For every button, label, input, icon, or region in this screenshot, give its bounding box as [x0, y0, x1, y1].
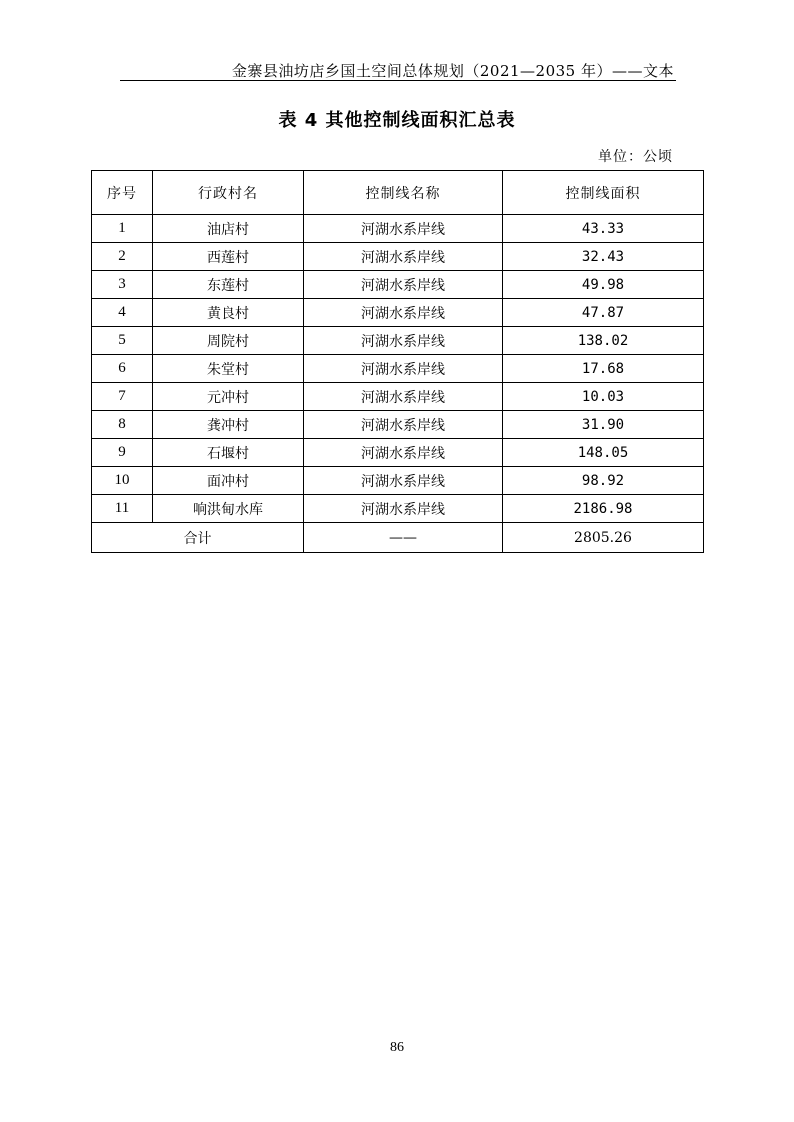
row-no: 1 — [92, 215, 153, 243]
table-row — [92, 411, 704, 439]
row-area: 138.02 — [503, 327, 704, 355]
control-line-area-table — [91, 170, 704, 553]
row-area: 2186.98 — [503, 495, 704, 523]
row-village: 西莲村 — [153, 243, 304, 271]
row-line-name: 河湖水系岸线 — [304, 495, 503, 523]
row-area: 98.92 — [503, 467, 704, 495]
column-header-area: 控制线面积 — [503, 171, 704, 215]
total-line-name: —— — [304, 523, 503, 553]
row-line-name: 河湖水系岸线 — [304, 299, 503, 327]
row-area: 17.68 — [503, 355, 704, 383]
total-area: 2805.26 — [503, 523, 704, 553]
row-village: 黄良村 — [153, 299, 304, 327]
row-line-name: 河湖水系岸线 — [304, 327, 503, 355]
row-no: 7 — [92, 383, 153, 411]
row-area: 10.03 — [503, 383, 704, 411]
row-no: 11 — [92, 495, 153, 523]
row-village: 龚冲村 — [153, 411, 304, 439]
row-no: 8 — [92, 411, 153, 439]
table-row — [92, 467, 704, 495]
row-area: 148.05 — [503, 439, 704, 467]
row-no: 5 — [92, 327, 153, 355]
table-row — [92, 355, 704, 383]
total-label: 合计 — [92, 523, 304, 553]
row-village: 元冲村 — [153, 383, 304, 411]
table-title: 表 4 其他控制线面积汇总表 — [278, 110, 516, 131]
row-no: 3 — [92, 271, 153, 299]
row-line-name: 河湖水系岸线 — [304, 215, 503, 243]
row-village: 石堰村 — [153, 439, 304, 467]
column-header-village: 行政村名 — [153, 171, 304, 215]
row-village: 响洪甸水库 — [153, 495, 304, 523]
row-no: 6 — [92, 355, 153, 383]
row-no: 10 — [92, 467, 153, 495]
row-village: 东莲村 — [153, 271, 304, 299]
table-row — [92, 383, 704, 411]
row-village: 朱堂村 — [153, 355, 304, 383]
row-line-name: 河湖水系岸线 — [304, 439, 503, 467]
table-row — [92, 327, 704, 355]
column-header-line-name: 控制线名称 — [304, 171, 503, 215]
table-row — [92, 495, 704, 523]
row-village: 面冲村 — [153, 467, 304, 495]
page-number: 86 — [390, 1040, 404, 1055]
row-area: 47.87 — [503, 299, 704, 327]
header-divider — [120, 80, 676, 81]
row-line-name: 河湖水系岸线 — [304, 271, 503, 299]
column-header-no: 序号 — [92, 171, 153, 215]
row-no: 2 — [92, 243, 153, 271]
table-header-row — [92, 171, 704, 215]
row-area: 32.43 — [503, 243, 704, 271]
row-line-name: 河湖水系岸线 — [304, 243, 503, 271]
row-area: 49.98 — [503, 271, 704, 299]
table-total-row — [92, 523, 704, 553]
row-no: 9 — [92, 439, 153, 467]
row-village: 周院村 — [153, 327, 304, 355]
row-village: 油店村 — [153, 215, 304, 243]
row-line-name: 河湖水系岸线 — [304, 383, 503, 411]
table-row — [92, 243, 704, 271]
row-line-name: 河湖水系岸线 — [304, 411, 503, 439]
row-area: 43.33 — [503, 215, 704, 243]
table-row — [92, 215, 704, 243]
row-line-name: 河湖水系岸线 — [304, 467, 503, 495]
table-row — [92, 439, 704, 467]
row-area: 31.90 — [503, 411, 704, 439]
table-row — [92, 271, 704, 299]
unit-label: 单位：公顷 — [598, 149, 673, 165]
row-no: 4 — [92, 299, 153, 327]
running-header: 金寨县油坊店乡国土空间总体规划（2021—2035 年）——文本 — [231, 62, 674, 80]
table-row — [92, 299, 704, 327]
row-line-name: 河湖水系岸线 — [304, 355, 503, 383]
